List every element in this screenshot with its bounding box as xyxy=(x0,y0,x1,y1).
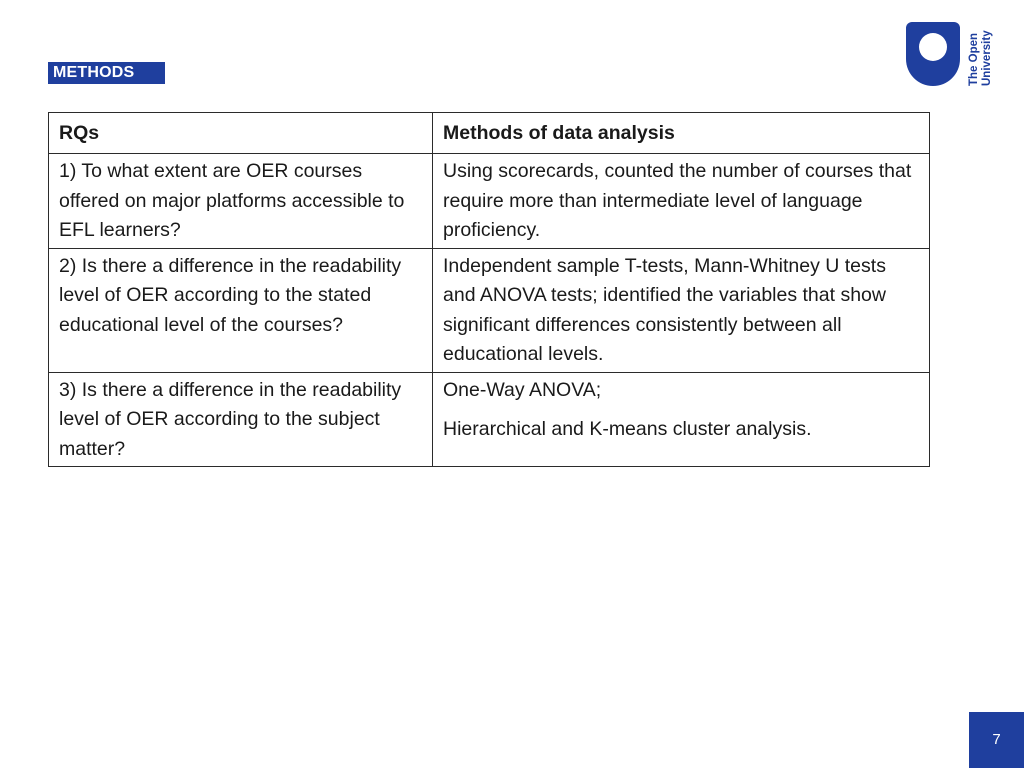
logo-shield-icon xyxy=(906,22,960,86)
method-cell: Using scorecards, counted the number of courses that require more than intermediate level of language proficiency. xyxy=(433,154,930,249)
method-line: One-Way ANOVA; xyxy=(443,378,602,401)
table-row xyxy=(49,248,930,372)
rq-cell: 2) Is there a difference in the readability level of OER according to the stated educational level of the courses? xyxy=(49,248,433,372)
rq-cell: 3) Is there a difference in the readability level of OER according to the subject matter? xyxy=(49,372,433,467)
table-header-row xyxy=(49,113,930,154)
logo-line-2: University xyxy=(981,30,993,86)
method-cell xyxy=(433,372,930,467)
section-label: METHODS xyxy=(48,62,165,84)
rq-cell: 1) To what extent are OER courses offered on major platforms accessible to EFL learners? xyxy=(49,154,433,249)
method-line: Hierarchical and K-means cluster analysis. xyxy=(443,418,812,440)
open-university-logo xyxy=(904,20,1004,90)
logo-wordmark xyxy=(968,18,994,86)
table-row xyxy=(49,372,930,467)
method-cell: Independent sample T-tests, Mann-Whitney U tests and ANOVA tests; identified the variables that show significant differences consistently between all educational levels. xyxy=(433,248,930,372)
methods-table xyxy=(48,112,930,467)
logo-dot-icon xyxy=(919,33,947,61)
table-row xyxy=(49,154,930,249)
header-rqs: RQs xyxy=(49,113,433,154)
logo-line-1: The Open xyxy=(968,32,980,86)
page-number: 7 xyxy=(969,712,1024,768)
header-methods: Methods of data analysis xyxy=(433,113,930,154)
